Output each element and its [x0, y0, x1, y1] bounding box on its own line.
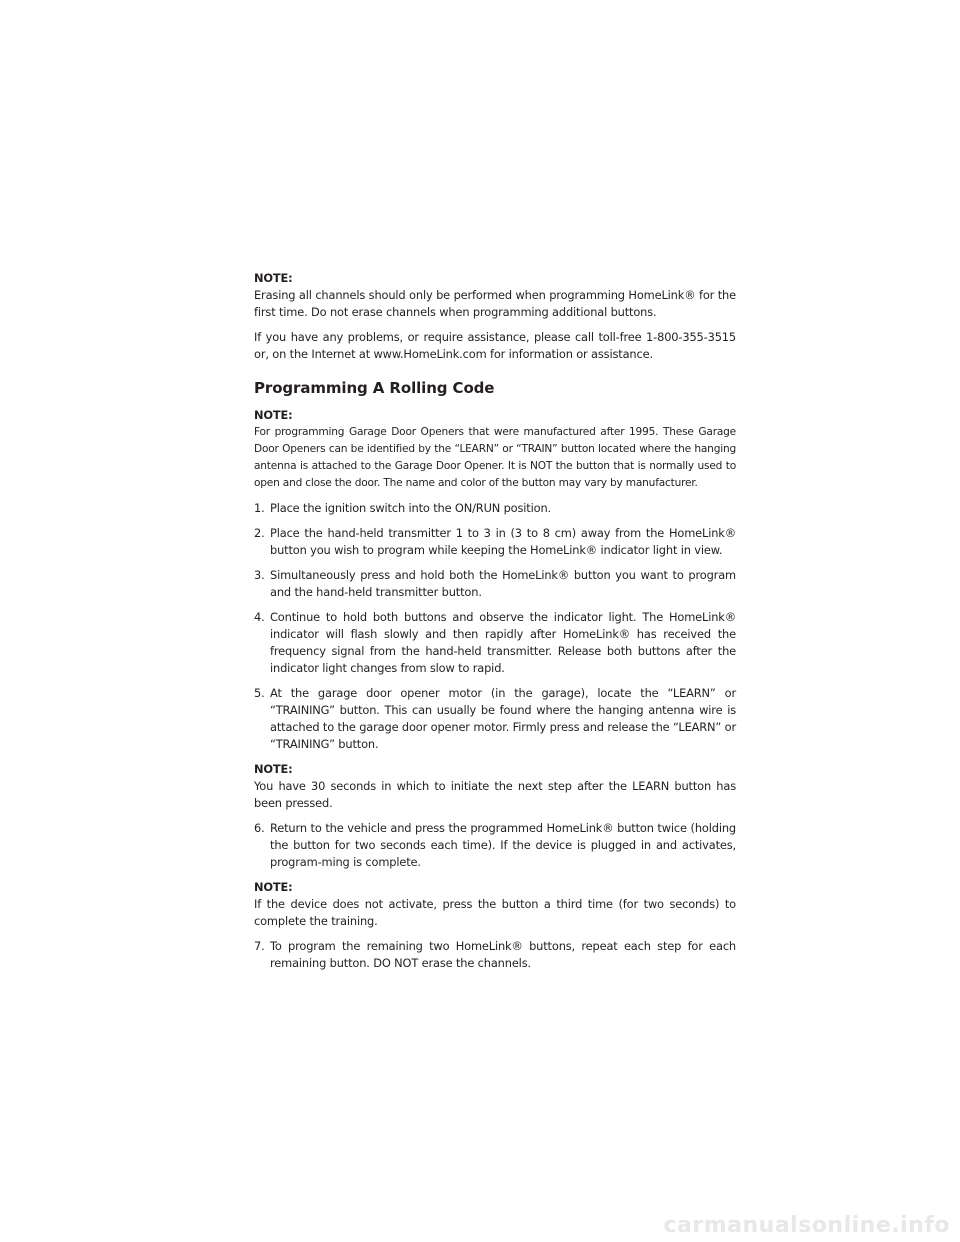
step-2: [254, 525, 736, 559]
step-text: Simultaneously press and hold both the HomeLink® button you want to program and the hand-held transmitter button.: [270, 568, 736, 599]
step-text: To program the remaining two HomeLink® buttons, repeat each step for each remaining button. DO NOT erase the channels.: [270, 939, 736, 970]
step-number: 1.: [254, 501, 265, 515]
step-number: 2.: [254, 526, 265, 540]
help-text: If you have any problems, or require assistance, please call toll-free 1-800-355-3515 or, on the Internet at www.HomeLink.com for information or assistance.: [254, 330, 736, 361]
note-text: You have 30 seconds in which to initiate the next step after the LEARN button has been pressed.: [254, 779, 736, 810]
steps-list: [254, 500, 736, 753]
note-third-time: [254, 879, 736, 930]
step-4: [254, 609, 736, 677]
step-number: 5.: [254, 686, 265, 700]
note-label: NOTE:: [254, 880, 293, 894]
manual-content: [254, 270, 736, 980]
step-7: [254, 938, 736, 972]
step-number: 6.: [254, 821, 265, 835]
step-number: 3.: [254, 568, 265, 582]
section-note: [254, 407, 736, 492]
note-label: NOTE:: [254, 408, 293, 422]
step-number: 4.: [254, 610, 265, 624]
note-text: If the device does not activate, press the button a third time (for two seconds) to complete the training.: [254, 897, 736, 928]
step-5: [254, 685, 736, 753]
step-6: [254, 820, 736, 871]
step-text: Place the ignition switch into the ON/RUN position.: [270, 501, 551, 515]
step-text: Place the hand-held transmitter 1 to 3 in (3 to 8 cm) away from the HomeLink® button you wish to program while keeping the HomeLink® indicator light in view.: [270, 526, 736, 557]
step-1: [254, 500, 736, 517]
step-number: 7.: [254, 939, 265, 953]
note-label: NOTE:: [254, 271, 293, 285]
note-text: Erasing all channels should only be performed when programming HomeLink® for the first time. Do not erase channels when programming additional buttons.: [254, 288, 736, 319]
step-text: At the garage door opener motor (in the garage), locate the “LEARN” or “TRAINING” button. This can usually be found where the hanging antenna wire is attached to the garage door opener motor. Firmly press and release the “LEARN” or “TRAINING” button.: [270, 686, 736, 751]
note-label: NOTE:: [254, 762, 293, 776]
watermark: carmanualsonline.info: [663, 1213, 950, 1238]
step-text: Return to the vehicle and press the programmed HomeLink® button twice (holding the button for two seconds each time). If the device is plugged in and activates, program-ming is complete.: [270, 821, 736, 869]
note-text: For programming Garage Door Openers that were manufactured after 1995. These Garage Door Openers can be identified by the “LEARN” or “TRAIN” button located where the hanging antenna is attached to the Garage Door Opener. It is NOT the button that is normally used to open and close the door. The name and color of the button may vary by manufacturer.: [254, 426, 736, 489]
intro-note: [254, 270, 736, 321]
section-title: Programming A Rolling Code: [254, 379, 495, 397]
note-30-seconds: [254, 761, 736, 812]
step-3: [254, 567, 736, 601]
step-text: Continue to hold both buttons and observe the indicator light. The HomeLink® indicator will flash slowly and then rapidly after HomeLink® has received the frequency signal from the hand-held transmitter. Release both buttons after the indicator light changes from slow to rapid.: [270, 610, 736, 675]
